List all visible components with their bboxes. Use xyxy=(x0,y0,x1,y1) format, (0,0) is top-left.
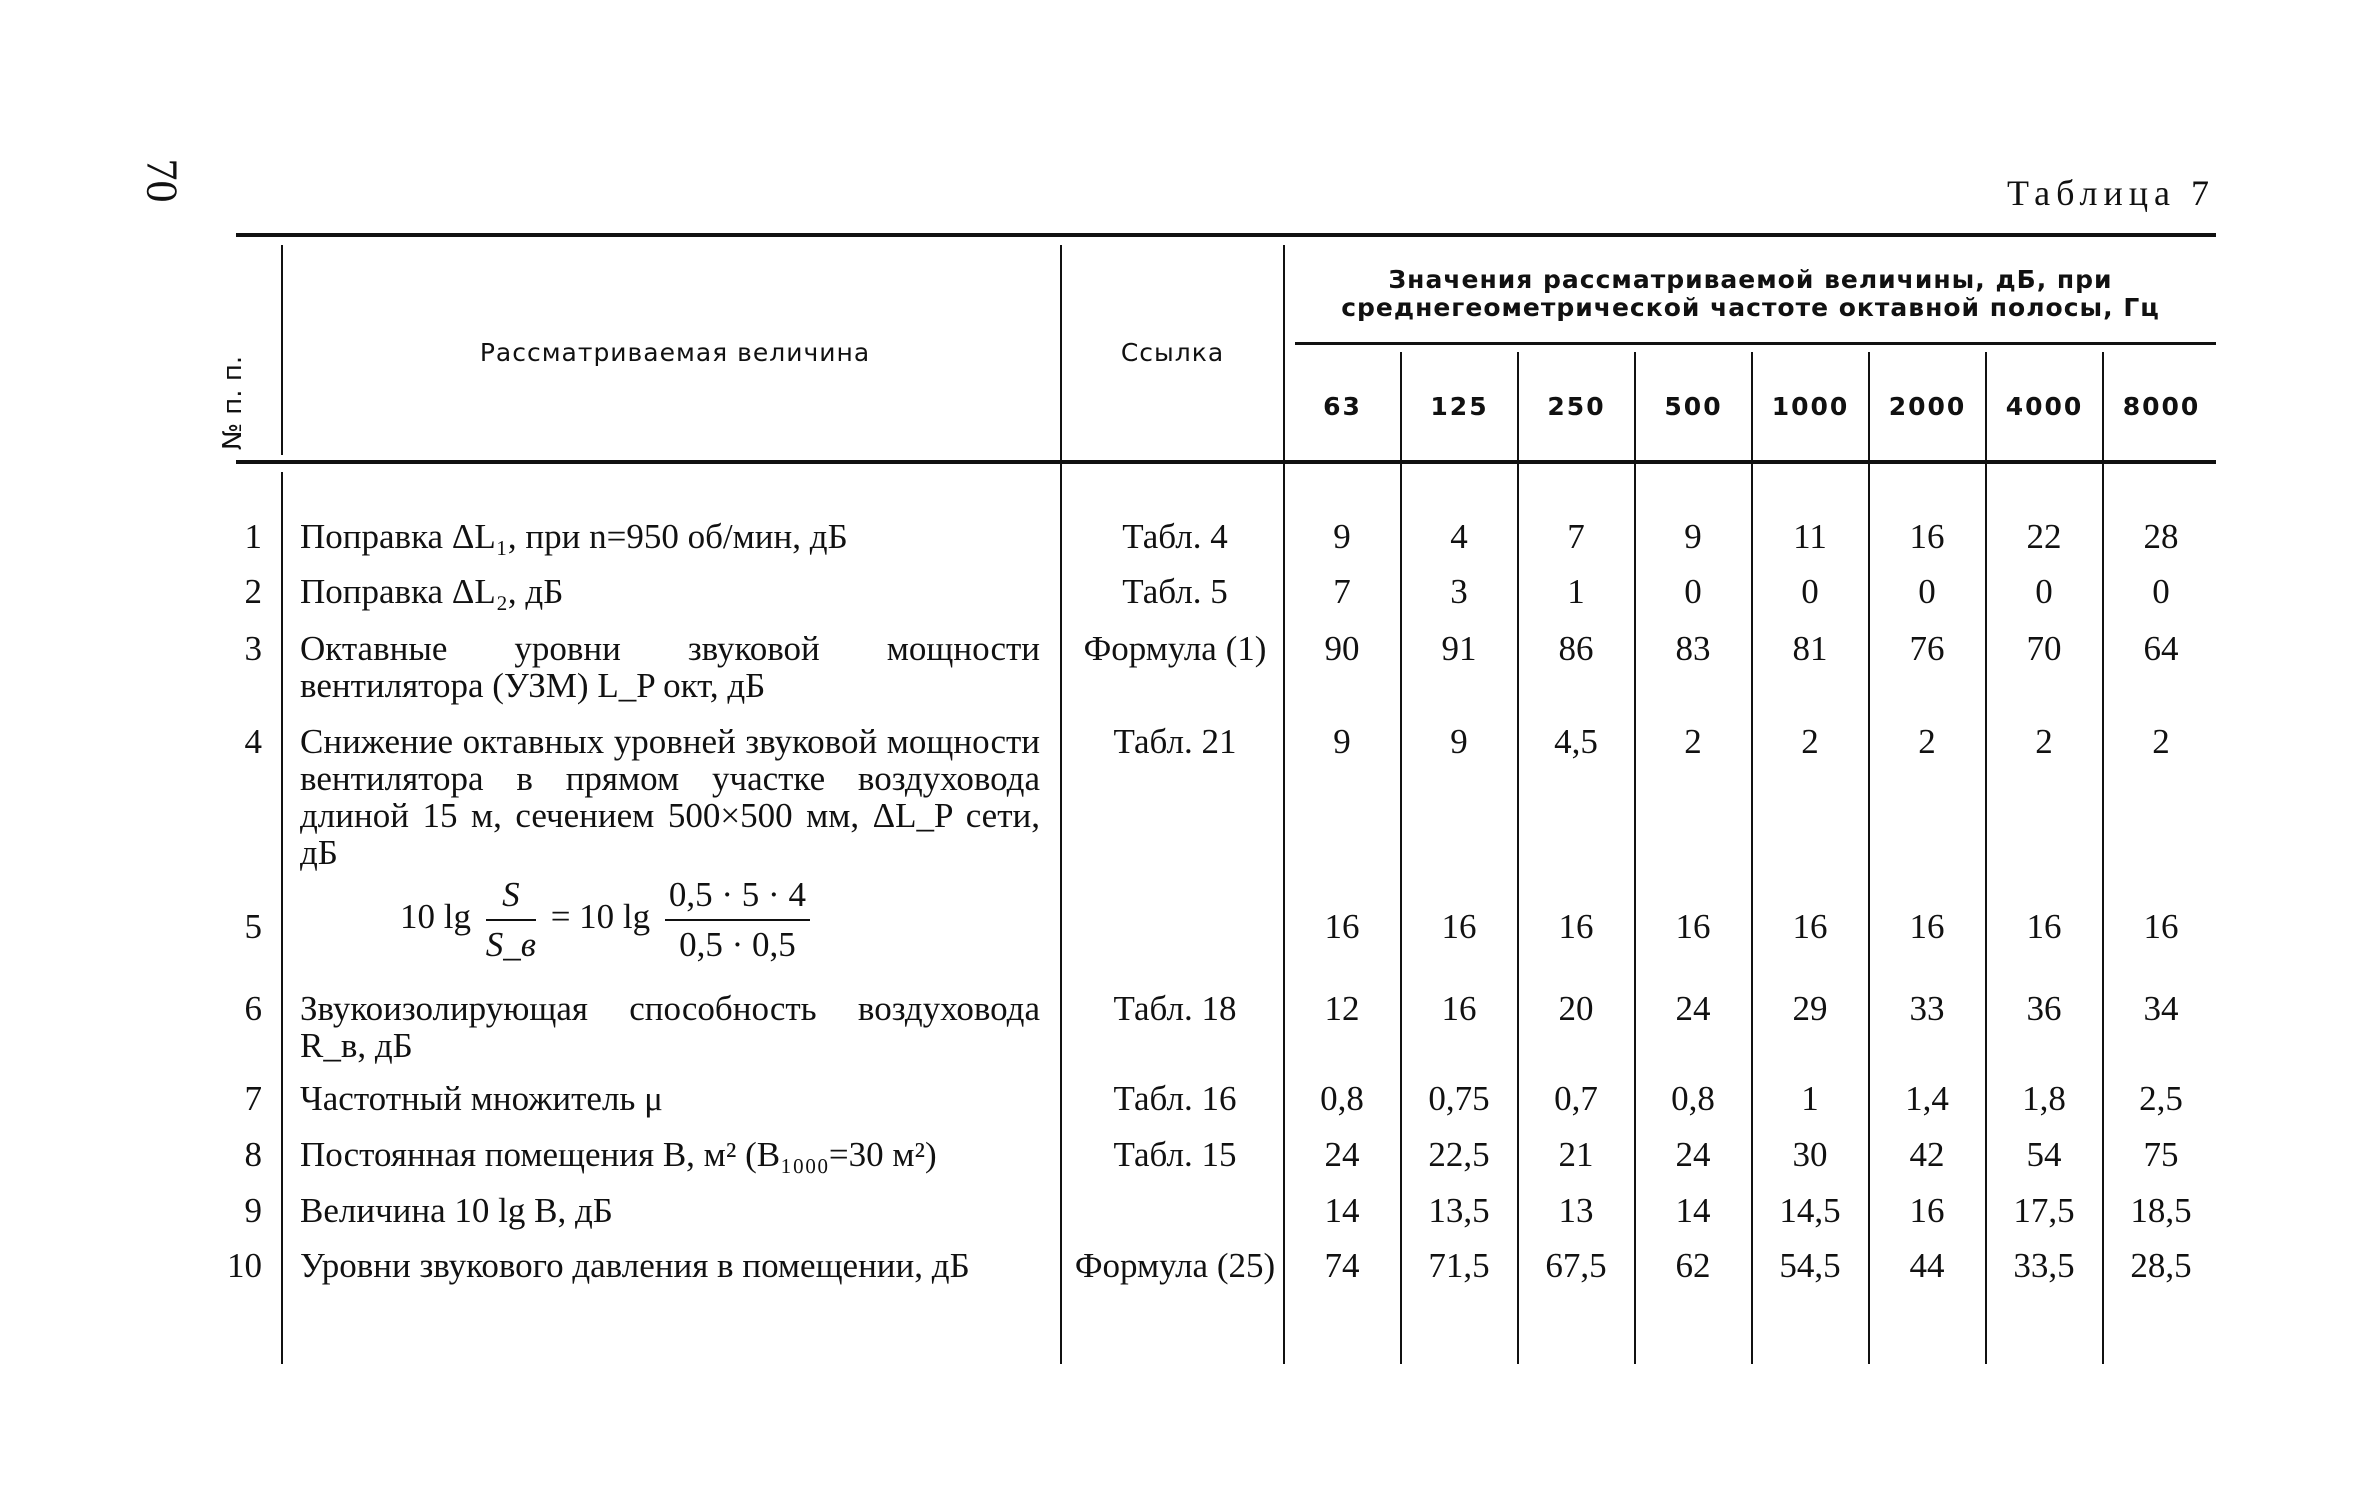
value-cell: 9 xyxy=(1450,722,1468,761)
value-cell: 70 xyxy=(2026,629,2062,668)
freq-250: 250 xyxy=(1547,392,1606,421)
value-cell: 24 xyxy=(1324,1135,1360,1174)
value-cell: 24 xyxy=(1675,1135,1711,1174)
row-reference: Формула (1) xyxy=(1083,629,1267,668)
row-description: Поправка ΔL₂, дБ xyxy=(300,572,564,611)
divider xyxy=(281,245,283,455)
row-description: Величина 10 lg B, дБ xyxy=(300,1191,613,1230)
value-cell: 13,5 xyxy=(1428,1191,1490,1230)
value-cell: 28,5 xyxy=(2130,1246,2192,1285)
header-num: № п. п. xyxy=(218,355,248,450)
value-cell: 44 xyxy=(1909,1246,1945,1285)
value-cell: 91 xyxy=(1441,629,1477,668)
divider xyxy=(1517,352,1519,1364)
row-number: 3 xyxy=(244,629,262,668)
value-cell: 0 xyxy=(2152,572,2170,611)
value-cell: 81 xyxy=(1792,629,1828,668)
row-number: 8 xyxy=(244,1135,262,1174)
value-cell: 54,5 xyxy=(1779,1246,1841,1285)
value-cell: 0 xyxy=(1684,572,1702,611)
row-description: Постоянная помещения B, м² (B₁₀₀₀=30 м²) xyxy=(300,1135,937,1174)
row-reference: Табл. 21 xyxy=(1113,722,1237,761)
value-cell: 1,8 xyxy=(2022,1079,2066,1118)
row-reference: Табл. 15 xyxy=(1113,1135,1237,1174)
value-cell: 4,5 xyxy=(1554,722,1598,761)
value-cell: 3 xyxy=(1450,572,1468,611)
value-cell: 34 xyxy=(2143,989,2179,1028)
header-ref: Ссылка xyxy=(1120,338,1225,367)
value-cell: 0 xyxy=(1918,572,1936,611)
value-cell: 67,5 xyxy=(1545,1246,1607,1285)
value-cell: 9 xyxy=(1684,517,1702,556)
value-cell: 16 xyxy=(1441,989,1477,1028)
value-cell: 74 xyxy=(1324,1246,1360,1285)
freq-63: 63 xyxy=(1323,392,1362,421)
value-cell: 1,4 xyxy=(1905,1079,1949,1118)
fraction-numerator: S xyxy=(486,875,536,921)
row-reference: Формула (25) xyxy=(1074,1246,1276,1285)
row-reference: Табл. 5 xyxy=(1122,572,1228,611)
fraction xyxy=(486,875,536,965)
row-description: Уровни звукового давления в помещении, дБ xyxy=(300,1246,970,1285)
value-cell: 30 xyxy=(1792,1135,1828,1174)
value-cell: 18,5 xyxy=(2130,1191,2192,1230)
value-cell: 0,7 xyxy=(1554,1079,1598,1118)
fraction-denominator: 0,5 · 0,5 xyxy=(679,925,796,964)
freq-125: 125 xyxy=(1430,392,1489,421)
freq-8000: 8000 xyxy=(2122,392,2201,421)
value-cell: 62 xyxy=(1675,1246,1711,1285)
value-cell: 11 xyxy=(1793,517,1827,556)
value-cell: 2 xyxy=(1684,722,1702,761)
value-cell: 16 xyxy=(1558,907,1594,946)
header-quantity: Рассматриваемая величина xyxy=(479,338,871,367)
value-cell: 20 xyxy=(1558,989,1594,1028)
freq-1000: 1000 xyxy=(1771,392,1850,421)
value-cell: 71,5 xyxy=(1428,1246,1490,1285)
divider xyxy=(1868,352,1870,1364)
value-cell: 0,8 xyxy=(1320,1079,1364,1118)
value-cell: 2,5 xyxy=(2139,1079,2183,1118)
value-cell: 14,5 xyxy=(1779,1191,1841,1230)
value-cell: 16 xyxy=(2026,907,2062,946)
value-cell: 2 xyxy=(2035,722,2053,761)
value-cell: 22,5 xyxy=(1428,1135,1490,1174)
formula-equals: = 10 lg xyxy=(550,897,651,937)
value-cell: 83 xyxy=(1675,629,1711,668)
row-number: 6 xyxy=(244,989,262,1028)
value-cell: 9 xyxy=(1333,517,1351,556)
page-number: 70 xyxy=(137,158,187,203)
value-cell: 75 xyxy=(2143,1135,2179,1174)
row-description: Октавные уровни звуковой мощности вентилятора (УЗМ) L_P окт, дБ xyxy=(300,629,1040,705)
value-cell: 7 xyxy=(1567,517,1585,556)
value-cell: 42 xyxy=(1909,1135,1945,1174)
value-cell: 16 xyxy=(1324,907,1360,946)
header-values-line1: Значения рассматриваемой величины, дБ, при xyxy=(1388,265,2113,294)
value-cell: 16 xyxy=(1909,1191,1945,1230)
value-cell: 1 xyxy=(1567,572,1585,611)
row-description: Поправка ΔL₁, при n=950 об/мин, дБ xyxy=(300,517,848,556)
row-number: 7 xyxy=(244,1079,262,1118)
row-number: 9 xyxy=(244,1191,262,1230)
row-reference: Табл. 18 xyxy=(1113,989,1237,1028)
row-number: 10 xyxy=(227,1246,262,1285)
fraction-numerator: 0,5 · 5 · 4 xyxy=(665,875,810,921)
fraction xyxy=(665,875,810,965)
formula-lhs: 10 lg xyxy=(400,897,471,937)
value-cell: 33 xyxy=(1909,989,1945,1028)
value-cell: 16 xyxy=(1909,517,1945,556)
divider xyxy=(2102,352,2104,1364)
value-cell: 22 xyxy=(2026,517,2062,556)
value-cell: 14 xyxy=(1675,1191,1711,1230)
divider xyxy=(1751,352,1753,1364)
value-cell: 86 xyxy=(1558,629,1594,668)
row-reference: Табл. 4 xyxy=(1122,517,1228,556)
value-cell: 2 xyxy=(2152,722,2170,761)
row-number: 4 xyxy=(244,722,262,761)
value-cell: 0,75 xyxy=(1428,1079,1490,1118)
value-cell: 16 xyxy=(2143,907,2179,946)
row-number: 1 xyxy=(244,517,262,556)
value-cell: 0 xyxy=(1801,572,1819,611)
value-cell: 17,5 xyxy=(2013,1191,2075,1230)
freq-header-rule xyxy=(1295,342,2216,345)
formula xyxy=(400,875,816,965)
table-title: Таблица 7 xyxy=(2007,173,2215,213)
value-cell: 16 xyxy=(1909,907,1945,946)
row-number: 2 xyxy=(244,572,262,611)
header-bottom-rule xyxy=(236,460,2216,464)
value-cell: 16 xyxy=(1441,907,1477,946)
divider xyxy=(281,472,283,1364)
value-cell: 28 xyxy=(2143,517,2179,556)
freq-2000: 2000 xyxy=(1888,392,1967,421)
value-cell: 2 xyxy=(1918,722,1936,761)
row-reference: Табл. 16 xyxy=(1113,1079,1237,1118)
divider xyxy=(1634,352,1636,1364)
value-cell: 76 xyxy=(1909,629,1945,668)
divider xyxy=(1400,352,1402,1364)
value-cell: 7 xyxy=(1333,572,1351,611)
row-description: Снижение октавных уровней звуковой мощности вентилятора в прямом участке воздуховода длиной 15 м, сечением 500×500 мм, ΔL_P сети, дБ xyxy=(300,722,1040,872)
row-description: Частотный множитель μ xyxy=(300,1079,663,1118)
value-cell: 33,5 xyxy=(2013,1246,2075,1285)
value-cell: 36 xyxy=(2026,989,2062,1028)
fraction-denominator: S_в xyxy=(485,925,536,964)
top-rule xyxy=(236,233,2216,237)
freq-500: 500 xyxy=(1664,392,1723,421)
row-number: 5 xyxy=(244,907,262,946)
value-cell: 9 xyxy=(1333,722,1351,761)
value-cell: 2 xyxy=(1801,722,1819,761)
value-cell: 16 xyxy=(1792,907,1828,946)
divider xyxy=(1060,245,1062,1364)
value-cell: 29 xyxy=(1792,989,1828,1028)
value-cell: 0,8 xyxy=(1671,1079,1715,1118)
value-cell: 54 xyxy=(2026,1135,2062,1174)
divider xyxy=(1985,352,1987,1364)
value-cell: 13 xyxy=(1558,1191,1594,1230)
value-cell: 4 xyxy=(1450,517,1468,556)
value-cell: 24 xyxy=(1675,989,1711,1028)
header-values-line2: среднегеометрической частоте октавной полосы, Гц xyxy=(1341,293,2160,322)
row-description: Звукоизолирующая способность воздуховода R_в, дБ xyxy=(300,989,1040,1065)
value-cell: 1 xyxy=(1801,1079,1819,1118)
value-cell: 14 xyxy=(1324,1191,1360,1230)
freq-4000: 4000 xyxy=(2005,392,2084,421)
value-cell: 64 xyxy=(2143,629,2179,668)
value-cell: 12 xyxy=(1324,989,1360,1028)
value-cell: 0 xyxy=(2035,572,2053,611)
value-cell: 90 xyxy=(1324,629,1360,668)
value-cell: 21 xyxy=(1558,1135,1594,1174)
value-cell: 16 xyxy=(1675,907,1711,946)
